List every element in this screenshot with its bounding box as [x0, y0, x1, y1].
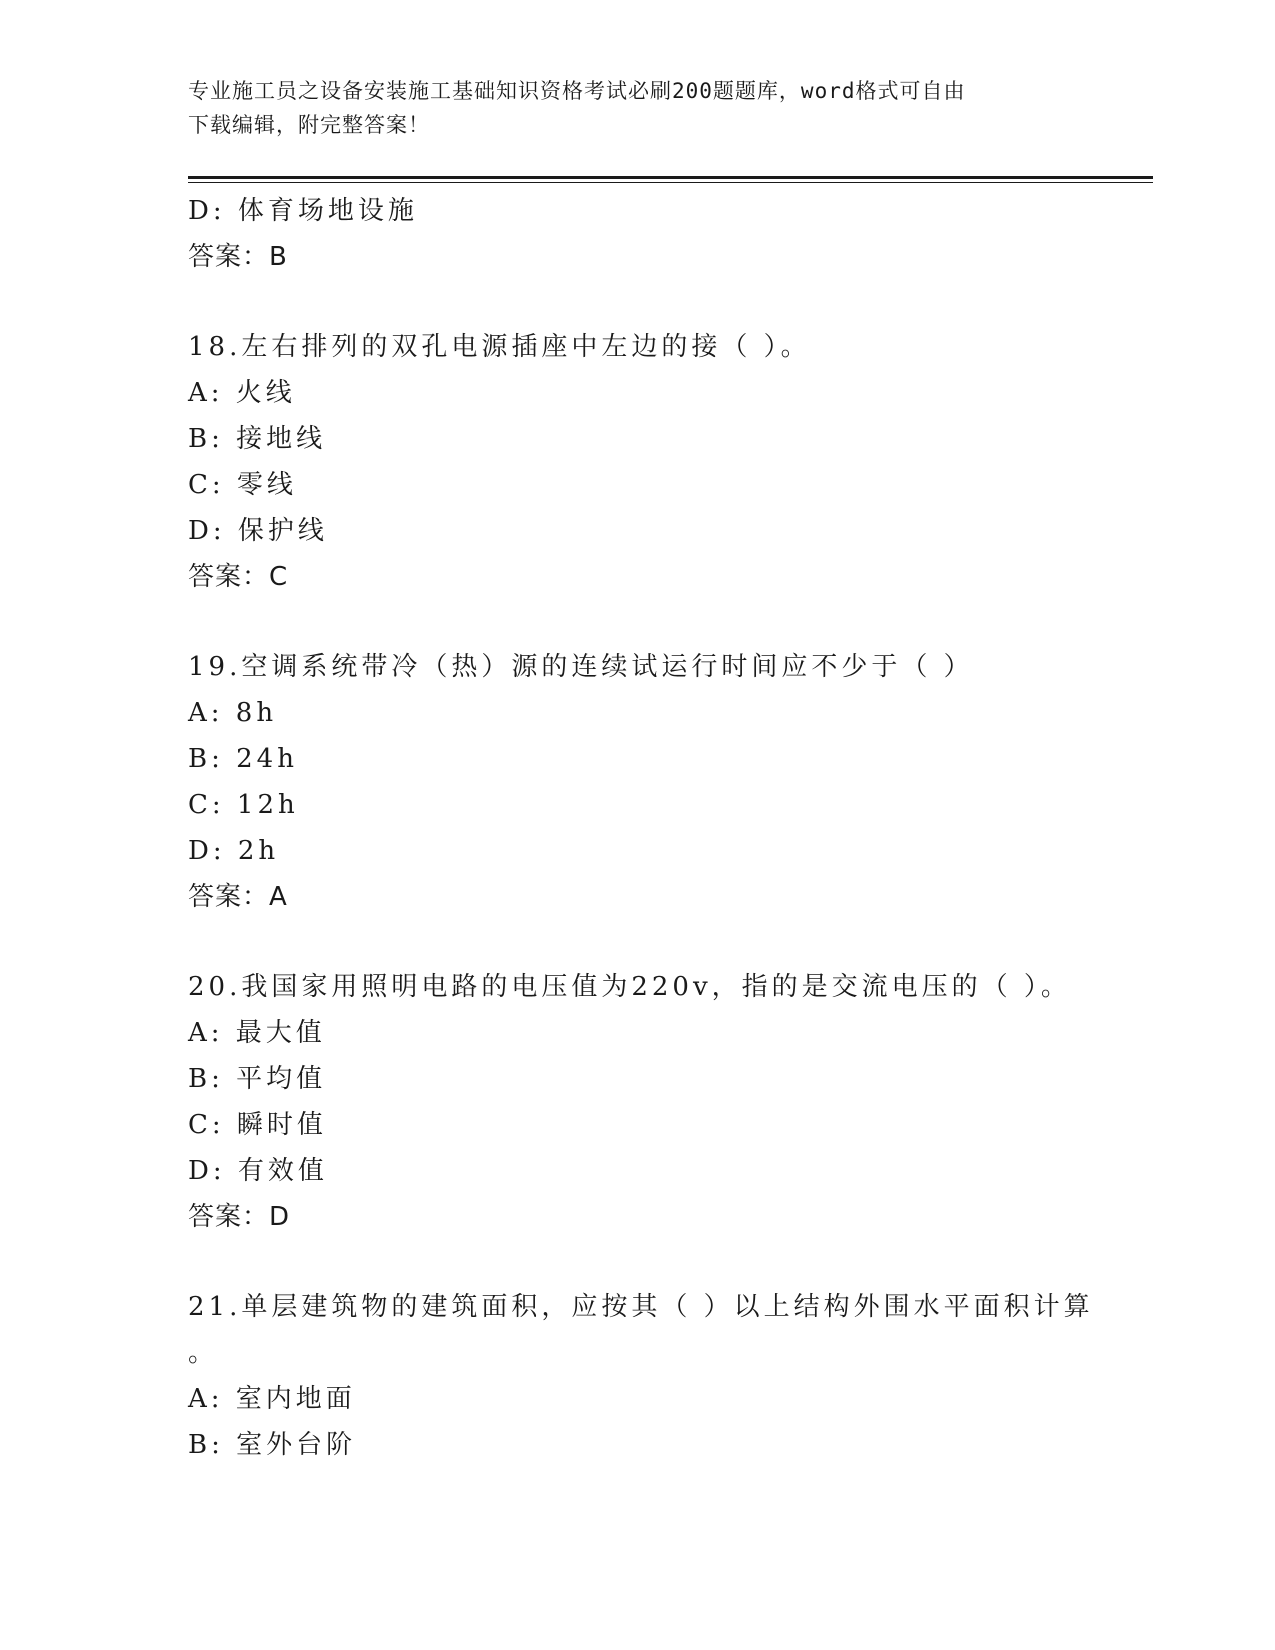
option-d: D: 保护线	[188, 516, 328, 546]
header-title-line-1: 专业施工员之设备安装施工基础知识资格考试必刷200题题库，word格式可自由	[188, 79, 966, 103]
question-text: 18.左右排列的双孔电源插座中左边的接（ ）。	[188, 332, 811, 362]
option-d: D: 有效值	[188, 1156, 328, 1186]
option-d: D: 体育场地设施	[188, 196, 418, 226]
question-19	[188, 644, 1088, 920]
question-text: 20.我国家用照明电路的电压值为220v，指的是交流电压的（ ）。	[188, 972, 1071, 1002]
answer-line: 答案：B	[188, 242, 288, 272]
spacer	[188, 280, 1088, 324]
option-a: A: 火线	[188, 378, 296, 408]
header-divider-thin	[188, 182, 1153, 183]
option-c: C: 12h	[188, 790, 299, 820]
document-header	[188, 74, 1088, 142]
spacer	[188, 600, 1088, 644]
question-text-continuation: 。	[188, 1338, 219, 1368]
question-17	[188, 188, 1088, 280]
question-list	[188, 188, 1094, 1468]
question-text: 21.单层建筑物的建筑面积，应按其（ ）以上结构外围水平面积计算	[188, 1292, 1094, 1322]
question-text: 19.空调系统带冷（热）源的连续试运行时间应不少于（ ）	[188, 652, 974, 682]
answer-line: 答案：C	[188, 562, 289, 592]
option-a: A: 最大值	[188, 1018, 326, 1048]
option-a: A: 室内地面	[188, 1384, 356, 1414]
spacer	[188, 920, 1088, 964]
header-title-line-2: 下载编辑，附完整答案！	[188, 113, 430, 137]
option-c: C: 零线	[188, 470, 297, 500]
option-c: C: 瞬时值	[188, 1110, 327, 1140]
question-18	[188, 324, 1088, 600]
option-d: D: 2h	[188, 836, 280, 866]
option-b: B: 24h	[188, 744, 298, 774]
header-divider-thick	[188, 176, 1153, 179]
spacer	[188, 1240, 1088, 1284]
option-a: A: 8h	[188, 698, 278, 728]
option-b: B: 室外台阶	[188, 1430, 357, 1460]
answer-line: 答案：D	[188, 1202, 291, 1232]
option-b: B: 接地线	[188, 424, 327, 454]
option-b: B: 平均值	[188, 1064, 327, 1094]
answer-line: 答案：A	[188, 882, 288, 912]
question-20	[188, 964, 1088, 1240]
question-21	[188, 1284, 1094, 1468]
